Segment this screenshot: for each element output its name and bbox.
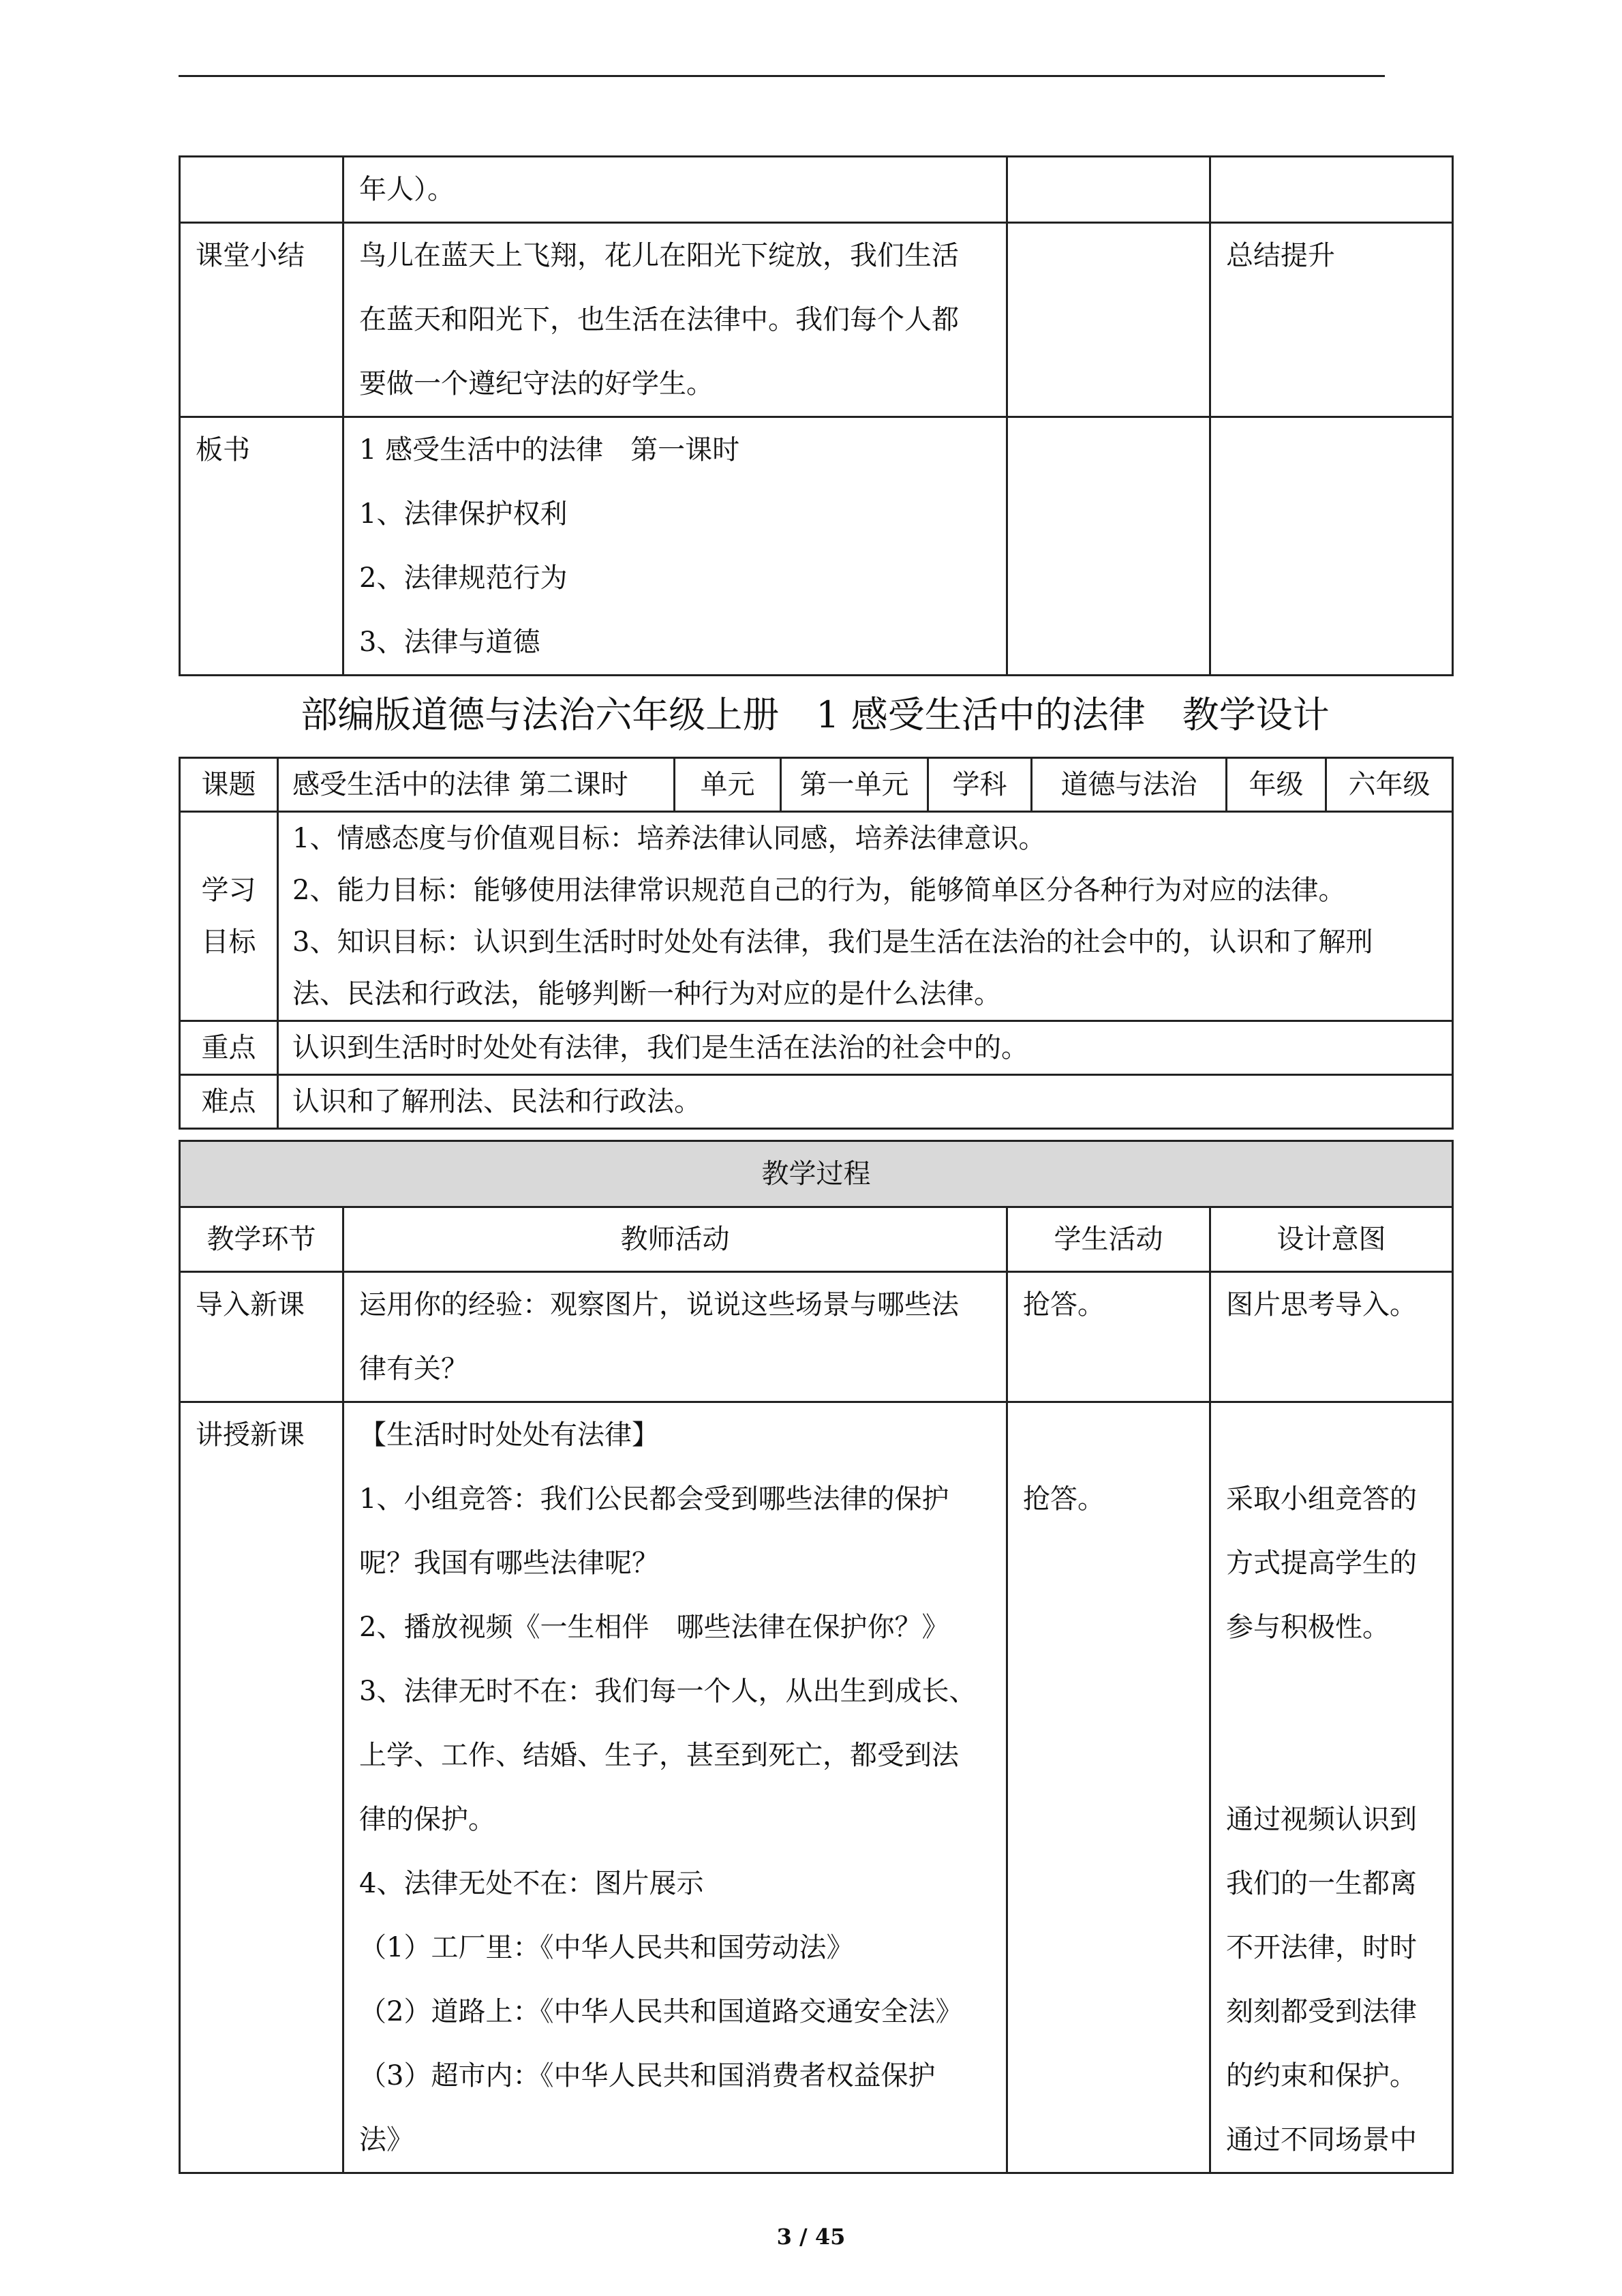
intent-cell: 采取小组竞答的 方式提高学生的 参与积极性。 通过视频认识到 我们的一生都离 不开法律，时时 刻刻都受到法律 的约束和保护。 通过不同场景中 — [1210, 1402, 1453, 2173]
table-row — [180, 1402, 1453, 2173]
document-title: 部编版道德与法治六年级上册 1 感受生活中的法律 教学设计 — [301, 693, 1330, 736]
page-number: 3 / 45 — [776, 2224, 846, 2250]
row-label: 板书 — [180, 417, 343, 676]
teaching-process-table — [179, 1140, 1454, 2174]
difficulty-label: 难点 — [180, 1075, 278, 1129]
goals-label: 学习 目标 — [180, 812, 278, 1021]
intent-cell — [1210, 417, 1453, 676]
teacher-cell: 鸟儿在蓝天上飞翔，花儿在阳光下绽放，我们生活 在蓝天和阳光下，也生活在法律中。我们每个人都 要做一个遵纪守法的好学生。 — [343, 223, 1007, 417]
table-row — [180, 1021, 1453, 1075]
table-row — [180, 417, 1453, 676]
lesson1-table — [179, 155, 1454, 676]
table-row — [180, 812, 1453, 1021]
row-label — [180, 157, 343, 223]
process-title: 教学过程 — [180, 1141, 1453, 1207]
grade-value: 六年级 — [1326, 758, 1453, 812]
column-header: 教师活动 — [343, 1207, 1007, 1272]
difficulty-text: 认识和了解刑法、民法和行政法。 — [278, 1075, 1453, 1129]
table-row — [180, 1141, 1453, 1207]
goals-text: 1、情感态度与价值观目标：培养法律认同感，培养法律意识。 2、能力目标：能够使用法律常识规范自己的行为，能够简单区分各种行为对应的法律。 3、知识目标：认识到生活时时处处有法律，我们是生活在法治的社会中的，认识和了解刑 法、民法和行政法，能够判断一种行为对应的是什么法律。 — [278, 812, 1453, 1021]
unit-value: 第一单元 — [781, 758, 928, 812]
topic-label: 课题 — [180, 758, 278, 812]
teacher-cell: 1 感受生活中的法律 第一课时 1、法律保护权利 2、法律规范行为 3、法律与道德 — [343, 417, 1007, 676]
topic-value: 感受生活中的法律 第二课时 — [278, 758, 675, 812]
grade-label: 年级 — [1227, 758, 1326, 812]
student-cell: 抢答。 — [1007, 1272, 1210, 1402]
table-row — [180, 1272, 1453, 1402]
intent-cell: 图片思考导入。 — [1210, 1272, 1453, 1402]
student-cell: 抢答。 — [1007, 1402, 1210, 2173]
row-label: 导入新课 — [180, 1272, 343, 1402]
unit-label: 单元 — [675, 758, 781, 812]
student-cell — [1007, 223, 1210, 417]
teacher-cell: 运用你的经验：观察图片，说说这些场景与哪些法 律有关？ — [343, 1272, 1007, 1402]
subject-label: 学科 — [928, 758, 1032, 812]
lesson-info-table — [179, 757, 1454, 1130]
teacher-cell: 年人）。 — [343, 157, 1007, 223]
column-header: 教学环节 — [180, 1207, 343, 1272]
table-row — [180, 223, 1453, 417]
teacher-cell: 【生活时时处处有法律】 1、小组竞答：我们公民都会受到哪些法律的保护 呢？我国有哪些法律呢？ 2、播放视频《一生相伴 哪些法律在保护你？》 3、法律无时不在：我们每一个人，从出生到成长、 上学、工作、结婚、生子，甚至到死亡，都受到法 律的保护。 4、法律无处不在：图片展示 （1）工厂里：《中华人民共和国劳动法》 （2）道路上：《中华人民共和国道路交通安全法》 （3）超市内：《中华人民共和国消费者权益保护 法》 — [343, 1402, 1007, 2173]
table-row — [180, 758, 1453, 812]
subject-value: 道德与法治 — [1032, 758, 1227, 812]
intent-cell: 总结提升 — [1210, 223, 1453, 417]
student-cell — [1007, 417, 1210, 676]
table-row — [180, 1075, 1453, 1129]
column-header: 设计意图 — [1210, 1207, 1453, 1272]
intent-cell — [1210, 157, 1453, 223]
table-row — [180, 157, 1453, 223]
row-label: 讲授新课 — [180, 1402, 343, 2173]
column-header: 学生活动 — [1007, 1207, 1210, 1272]
table-header-row — [180, 1207, 1453, 1272]
student-cell — [1007, 157, 1210, 223]
key-point-label: 重点 — [180, 1021, 278, 1075]
key-point-text: 认识到生活时时处处有法律，我们是生活在法治的社会中的。 — [278, 1021, 1453, 1075]
header-rule — [179, 75, 1385, 77]
row-label: 课堂小结 — [180, 223, 343, 417]
